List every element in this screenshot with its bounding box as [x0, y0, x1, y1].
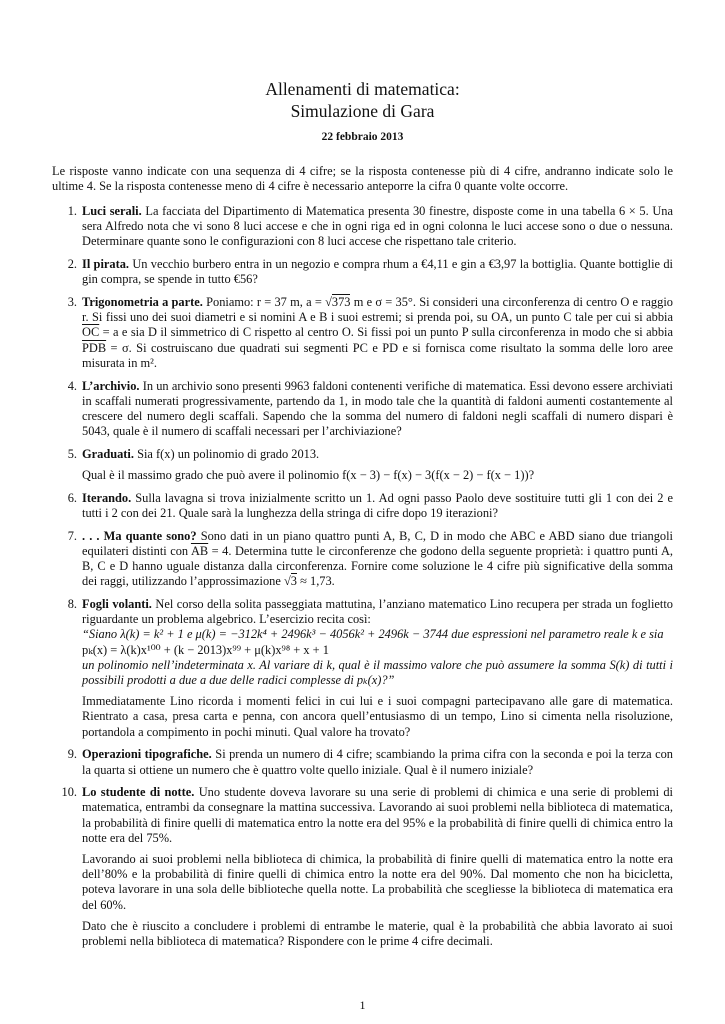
quoted-exercise-end: un polinomio nell’indeterminata x. Al variare di k, qual è il massimo valore che può assumere la somma S(k) di tutti i possibili prodotti a due a due delle radici complesse di pₖ(x)?”	[82, 657, 673, 687]
problem-number: 2.	[67, 257, 77, 272]
problem-text: Si prenda un numero di 4 cifre; scambiando la prima cifra con la seconda e poi la terza con la quarta si ottiene un numero che è quattro volte quello iniziale. Qual è il numero iniziale?	[82, 747, 673, 777]
problem-text: Qual è il massimo grado che può avere il polinomio f(x − 3) − f(x) − 3(f(x − 2) − f(x − 1))?	[82, 468, 535, 483]
problem-1	[52, 204, 673, 250]
sqrt-radicand: 3	[290, 574, 297, 589]
quoted-exercise: “Siano λ(k) = k² + 1 e μ(k) = −312k⁴ + 2496k³ − 4056k² + 2496k − 3744 due espressioni nel parametro reale k e sia	[82, 627, 664, 642]
problem-text: Sulla lavagna si trova inizialmente scritto un 1. Ad ogni passo Paolo deve sostituire tutti gli 1 con dei 2 e tutti i 2 con dei 21. Quale sarà la lunghezza della stringa di cifre dopo 19 iterazioni?	[82, 490, 673, 520]
problem-10	[52, 785, 673, 949]
problem-text: Uno studente doveva lavorare su una serie di problemi di chimica e una serie di problemi di matematica, entrambi da consegnare la mattina successiva. Lavorando ai suoi problemi nella biblioteca di matematica, la probabilità di finire quelli di matematica entro la notte era del 95% e la probabilità di finire quelli di chimica entro la notte era del 75%.	[82, 785, 673, 845]
problem-9	[52, 747, 673, 777]
problem-list	[52, 204, 673, 957]
problem-text: Lavorando ai suoi problemi nella biblioteca di chimica, la probabilità di finire quelli di matematica entro la notte era dell’80% e la probabilità di finire quelli di chimica entro la notte era del 90%. Dal momento che non ha bicicletta, poteva lavorare in una sola delle biblioteche quella notte. La probabilità che scegliesse la biblioteca di matematica era del 60%.	[82, 852, 673, 912]
problem-text: Un vecchio burbero entra in un negozio e compra rhum a €4,11 e gin a €3,97 la bottiglia. Quante bottiglie di gin compra, se spende in tutto €56?	[82, 257, 673, 287]
page-number: 1	[359, 998, 366, 1012]
problem-number: 7.	[67, 528, 77, 543]
problem-text: Sia f(x) un polinomio di grado 2013.	[137, 446, 320, 461]
problem-text: = σ. Si costruiscano due quadrati sui segmenti PC e PD e si fornisca come risultato la somma delle loro aree misurata in m².	[82, 340, 673, 370]
problem-3: 3. Trigonometria a parte. Poniamo: r = 37 m, a = √373 m e σ = 35°. Si consideri una circonferenza di centro O e raggio r. Si fissi uno dei suoi diametri e si nomini A e B i suoi estremi; si prenda poi, su OA, un punto C tale per cui si abbia $\overline{OC} = a$ e sia D il simmetrico di C rispetto al centro O. Si fissi poi un punto P sulla circonferenza in modo che si abbia $\overline{PDB} = \sigma$. Si costruiscano due quadrati sui segmenti PC e PD e si fornisca come risultato la somma delle loro aree misurata in m².	[52, 295, 673, 371]
problem-5	[52, 447, 673, 483]
problem-2	[52, 257, 673, 287]
problem-title: Graduati.	[82, 446, 134, 461]
problem-title: Il pirata.	[82, 257, 130, 272]
title-line-2: Simulazione di Gara	[290, 101, 435, 121]
segment-label: $\overline{OC}$	[82, 325, 100, 340]
problem-text: Immediatamente Lino ricorda i momenti felici in cui lui e i suoi compagni partecipavano alle gare di matematica. Rientrato a casa, presa carta e penna, con ancora quell’entusiasmo di un tempo, Lino si cimenta nella risoluzione, portandola a compimento in pochi minuti. Qual valore ha trovato?	[82, 694, 673, 739]
problem-4	[52, 379, 673, 440]
problem-number: 6.	[67, 490, 77, 505]
title-line-1: Allenamenti di matematica:	[265, 79, 460, 99]
problem-number: 3.	[67, 295, 77, 310]
problem-number: 10.	[61, 785, 77, 800]
problem-number: 9.	[67, 747, 77, 762]
problem-number: 8.	[67, 596, 77, 611]
problem-text: = 4. Determina tutte le circonferenze che godono della seguente proprietà: i quattro punti A, B, C e D hanno uguale distanza dalla circonferenza. Fornire come soluzione le 4 cifre più significative della somma dei raggi, utilizzando l’approssimazione	[82, 543, 673, 589]
problem-title: Luci serali.	[82, 204, 142, 218]
problem-text: ≈ 1,73.	[297, 574, 335, 589]
problem-title: . . . Ma quante sono?	[82, 528, 197, 543]
problem-6	[52, 491, 673, 521]
problem-text: La facciata del Dipartimento di Matematica presenta 30 finestre, disposte come in una tabella 6 × 5. Una sera Alfredo nota che vi sono 8 luci accese e che in ogni riga ed in ogni colonna le luci accese sono o due o nessuna. Determinare quante sono le configurazioni con 8 luci accese che rispettano tale criterio.	[82, 204, 673, 249]
problem-number: 4.	[67, 378, 77, 393]
problem-title: L’archivio.	[82, 378, 140, 393]
problem-7: 7. . . . Ma quante sono? Sono dati in un piano quattro punti A, B, C, D in modo che ABC e ABD siano due triangoli equilateri distinti con $\overline{AB} = 4$. Determina tutte le circonferenze che godono della seguente proprietà: i quattro punti A, B, C e D hanno uguale distanza dalla circonferenza. Fornire come soluzione le 4 cifre più significative della somma dei raggi, utilizzando l’approssimazione √3 ≈ 1,73.	[52, 529, 673, 590]
title-block	[0, 78, 725, 145]
problem-text: Dato che è riuscito a concludere i problemi di entrambe le materie, qual è la probabilità che abbia lavorato ai suoi problemi nella biblioteca di matematica? Rispondere con le prime 4 cifre decimali.	[82, 918, 673, 949]
problem-text: Nel corso della solita passeggiata mattutina, l’anziano matematico Lino recupera per strada un foglietto riguardante un problema algebrico. L’esercizio recita così:	[82, 596, 673, 627]
polynomial-equation: pₖ(x) = λ(k)x¹⁰⁰ + (k − 2013)x⁹⁹ + μ(k)x⁹⁸ + x + 1	[82, 642, 329, 657]
problem-title: Operazioni tipografiche.	[82, 747, 212, 762]
problem-text: Sono dati in un piano quattro punti A, B, C, D in modo che ABC e ABD siano due triangoli equilateri distinti con	[82, 528, 673, 558]
date: 22 febbraio 2013	[321, 131, 404, 143]
problem-8	[52, 597, 673, 740]
problem-text: = a e sia D il simmetrico di C rispetto al centro O. Si fissi poi un punto P sulla circonferenza in modo che si abbia	[99, 325, 673, 340]
segment-label: $\overline{AB}$	[190, 543, 209, 558]
problem-title: Lo studente di notte.	[82, 785, 195, 800]
problem-number: 5.	[67, 446, 77, 461]
problem-text: Poniamo: r = 37 m, a =	[206, 295, 326, 310]
problem-number: 1.	[67, 204, 77, 218]
problem-title: Fogli volanti.	[82, 596, 152, 611]
arc-label: $\overline{PDB}$	[82, 340, 107, 355]
problem-text: m e σ = 35°. Si consideri una circonferenza di centro O e raggio r. Si fissi uno dei suoi diametri e si nomini A e B i suoi estremi; si prenda poi, su OA, un punto C tale per cui si abbia	[82, 295, 673, 325]
problem-title: Trigonometria a parte.	[82, 295, 203, 310]
intro-paragraph: Le risposte vanno indicate con una sequenza di 4 cifre; se la risposta contenesse più di 4 cifre, andranno indicate solo le ultime 4. Se la risposta contenesse meno di 4 cifre è necessario anteporre la cifra 0 quante volte occorre.	[52, 164, 673, 194]
problem-text: In un archivio sono presenti 9963 faldoni contenenti verifiche di matematica. Essi devono essere archiviati in scaffali numerati progressivamente, partendo da 1, in modo tale che la quantità di faldoni aumenti costantemente al crescere del numero degli scaffali. Sapendo che la somma del numero di faldoni negli scaffali di numero dispari è 5043, quale è il numero di scaffali necessari per l’archiviazione?	[82, 378, 673, 439]
problem-title: Iterando.	[82, 490, 132, 505]
sqrt-radicand: 373	[331, 295, 351, 310]
